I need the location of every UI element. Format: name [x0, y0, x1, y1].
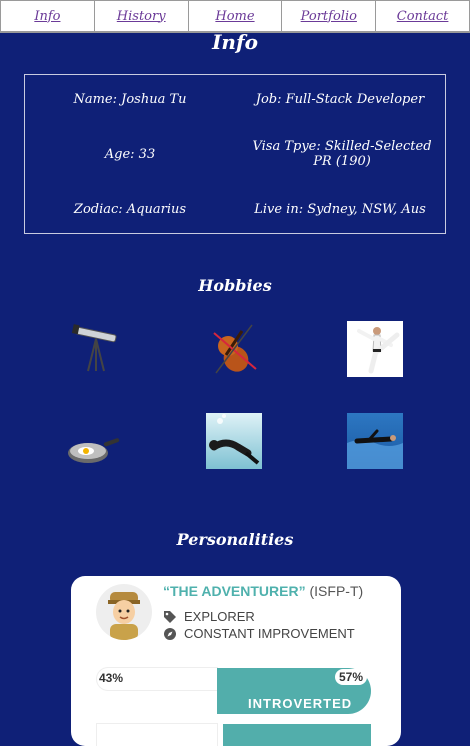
- nav-contact[interactable]: Contact: [396, 8, 449, 24]
- info-name: Name: Joshua Tu: [73, 92, 187, 107]
- left-percentage: 43%: [99, 671, 124, 685]
- nav-info[interactable]: Info: [1, 1, 95, 31]
- violin-icon: [206, 321, 262, 377]
- trait-explorer: [163, 609, 255, 624]
- info-job: Job: Full-Stack Developer: [255, 92, 425, 107]
- swimming-photo: [347, 413, 403, 469]
- info-heading: Info: [212, 30, 258, 54]
- info-age: Age: 33: [104, 147, 156, 162]
- karate-photo: [347, 321, 403, 377]
- personality-type: [163, 583, 363, 599]
- trait-label: CONSTANT IMPROVEMENT: [184, 626, 355, 641]
- info-live: Live in: Sydney, NSW, Aus: [254, 202, 426, 217]
- frying-pan-icon: [66, 413, 122, 469]
- tag-icon: [163, 610, 177, 624]
- nav-history[interactable]: History: [95, 1, 189, 31]
- info-panel: [24, 74, 446, 234]
- personality-type-code: (ISFP-T): [309, 583, 364, 599]
- personalities-heading: Personalities: [176, 530, 294, 549]
- telescope-icon: [66, 321, 122, 377]
- personality-type-name: “THE ADVENTURER”: [163, 583, 306, 599]
- trait-label: EXPLORER: [184, 609, 255, 624]
- compass-icon: [163, 627, 177, 641]
- nav-home[interactable]: Home: [189, 1, 283, 31]
- right-percentage: 57%: [335, 669, 367, 685]
- next-bar-right: [223, 724, 371, 746]
- introverted-label: INTROVERTED: [248, 696, 353, 711]
- trait-improvement: [163, 626, 355, 641]
- top-nav: [0, 0, 470, 33]
- info-visa: Visa Tpye: Skilled-Selected PR (190): [252, 139, 432, 169]
- personality-card: [71, 576, 401, 746]
- scuba-diving-photo: [206, 413, 262, 469]
- next-bar-left: [97, 724, 217, 746]
- avatar: [96, 584, 152, 640]
- hobbies-heading: Hobbies: [198, 276, 272, 295]
- nav-portfolio[interactable]: Portfolio: [282, 1, 376, 31]
- info-zodiac: Zodiac: Aquarius: [73, 202, 187, 217]
